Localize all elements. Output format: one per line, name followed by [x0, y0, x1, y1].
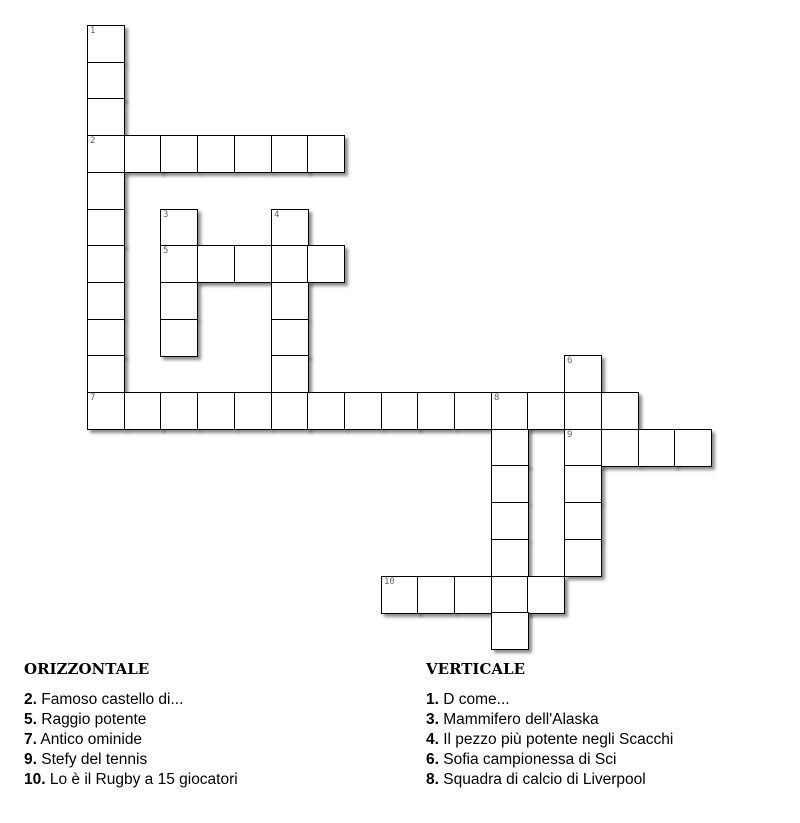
clue-number: 6.: [426, 751, 439, 768]
crossword-cell[interactable]: [381, 576, 419, 614]
crossword-cell[interactable]: [564, 392, 602, 430]
crossword-cell[interactable]: [564, 502, 602, 540]
crossword-cell[interactable]: [491, 539, 529, 577]
clue-down-3: [426, 710, 673, 730]
crossword-cell[interactable]: [564, 429, 602, 467]
crossword-cell[interactable]: [87, 62, 125, 100]
clue-number: 4.: [426, 731, 439, 748]
across-clues: [24, 660, 238, 790]
crossword-cell[interactable]: [564, 355, 602, 393]
clue-text: Sofia campionessa di Sci: [443, 751, 617, 768]
crossword-cell[interactable]: [271, 245, 309, 283]
clue-text: Raggio potente: [41, 711, 147, 728]
cell-number: 1: [90, 26, 96, 36]
clue-text: Famoso castello di...: [41, 691, 184, 708]
clue-text: Antico ominide: [40, 731, 143, 748]
clue-across-2: [24, 690, 238, 710]
crossword-cell[interactable]: [454, 576, 492, 614]
clue-across-7: [24, 730, 238, 750]
crossword-cell[interactable]: [491, 429, 529, 467]
crossword-cell[interactable]: [234, 392, 272, 430]
crossword-cell[interactable]: [234, 135, 272, 173]
crossword-cell[interactable]: [271, 319, 309, 357]
crossword-cell[interactable]: [160, 392, 198, 430]
crossword-cell[interactable]: [160, 209, 198, 247]
crossword-cell[interactable]: [87, 98, 125, 136]
crossword-cell[interactable]: [638, 429, 676, 467]
clue-number: 1.: [426, 691, 439, 708]
crossword-cell[interactable]: [307, 392, 345, 430]
clue-number: 5.: [24, 711, 37, 728]
crossword-cell[interactable]: [417, 576, 455, 614]
cell-number: 6: [567, 356, 573, 366]
crossword-cell[interactable]: [87, 172, 125, 210]
clue-text: Stefy del tennis: [41, 751, 148, 768]
crossword-cell[interactable]: [601, 392, 639, 430]
crossword-cell[interactable]: [160, 282, 198, 320]
crossword-cell[interactable]: [87, 319, 125, 357]
crossword-cell[interactable]: [271, 355, 309, 393]
crossword-cell[interactable]: [124, 392, 162, 430]
crossword-cell[interactable]: [271, 209, 309, 247]
across-clue-list: [24, 690, 238, 790]
crossword-cell[interactable]: [491, 392, 529, 430]
cell-number: 9: [567, 430, 573, 440]
down-heading: VERTICALE: [426, 660, 526, 678]
crossword-cell[interactable]: [674, 429, 712, 467]
clue-number: 8.: [426, 771, 439, 788]
clue-down-1: [426, 690, 673, 710]
cell-number: 4: [274, 210, 280, 220]
cell-number: 2: [90, 136, 96, 146]
clue-text: Squadra di calcio di Liverpool: [443, 771, 646, 788]
clue-down-6: [426, 750, 673, 770]
crossword-cell[interactable]: [87, 135, 125, 173]
crossword-cell[interactable]: [234, 245, 272, 283]
clue-number: 10.: [24, 771, 46, 788]
clue-across-9: [24, 750, 238, 770]
crossword-cell[interactable]: [344, 392, 382, 430]
crossword-cell[interactable]: [87, 282, 125, 320]
crossword-cell[interactable]: [271, 282, 309, 320]
cell-number: 5: [163, 246, 169, 256]
crossword-cell[interactable]: [124, 135, 162, 173]
crossword-cell[interactable]: [491, 465, 529, 503]
clue-down-8: [426, 770, 673, 790]
crossword-cell[interactable]: [527, 392, 565, 430]
cell-number: 10: [384, 577, 395, 587]
crossword-cell[interactable]: [160, 245, 198, 283]
clue-number: 9.: [24, 751, 37, 768]
crossword-cell[interactable]: [527, 576, 565, 614]
crossword-cell[interactable]: [87, 355, 125, 393]
clue-number: 3.: [426, 711, 439, 728]
cell-number: 7: [90, 393, 96, 403]
down-clues: [426, 660, 673, 790]
clue-across-5: [24, 710, 238, 730]
clue-text: Mammifero dell'Alaska: [443, 711, 599, 728]
crossword-cell[interactable]: [491, 502, 529, 540]
cell-number: 3: [163, 210, 169, 220]
down-clue-list: [426, 690, 673, 790]
crossword-cell[interactable]: [307, 135, 345, 173]
clue-across-10: [24, 770, 238, 790]
crossword-cell[interactable]: [87, 25, 125, 63]
crossword-cell[interactable]: [491, 576, 529, 614]
clue-text: Il pezzo più potente negli Scacchi: [443, 731, 674, 748]
crossword-cell[interactable]: [271, 392, 309, 430]
clue-down-4: [426, 730, 673, 750]
crossword-cell[interactable]: [197, 245, 235, 283]
crossword-cell[interactable]: [307, 245, 345, 283]
crossword-cell[interactable]: [454, 392, 492, 430]
crossword-cell[interactable]: [197, 135, 235, 173]
crossword-cell[interactable]: [160, 135, 198, 173]
crossword-cell[interactable]: [564, 539, 602, 577]
crossword-cell[interactable]: [491, 612, 529, 650]
crossword-cell[interactable]: [197, 392, 235, 430]
crossword-cell[interactable]: [381, 392, 419, 430]
clue-number: 2.: [24, 691, 37, 708]
crossword-cell[interactable]: [87, 245, 125, 283]
clue-text: Lo è il Rugby a 15 giocatori: [49, 771, 238, 788]
clue-number: 7.: [24, 731, 37, 748]
cell-number: 8: [494, 393, 500, 403]
crossword-cell[interactable]: [271, 135, 309, 173]
crossword-cell[interactable]: [564, 465, 602, 503]
crossword-cell[interactable]: [87, 392, 125, 430]
crossword-cell[interactable]: [417, 392, 455, 430]
crossword-cell[interactable]: [87, 209, 125, 247]
crossword-cell[interactable]: [160, 319, 198, 357]
crossword-cell[interactable]: [601, 429, 639, 467]
across-heading: ORIZZONTALE: [24, 660, 150, 678]
clue-text: D come...: [443, 691, 510, 708]
